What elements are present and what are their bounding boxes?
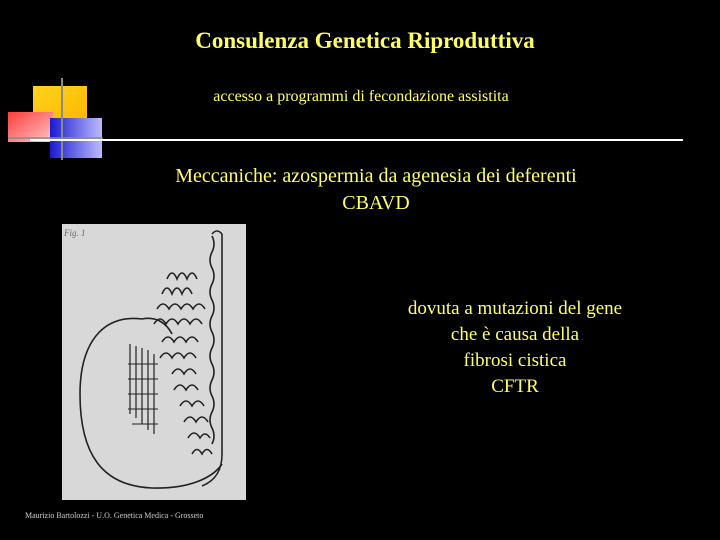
slide-heading xyxy=(0,163,720,217)
body-line: fibrosi cistica xyxy=(463,350,567,371)
body-line: dovuta a mutazioni del gene xyxy=(407,298,623,319)
heading-line: CBAVD xyxy=(342,192,410,214)
footer-credit: Maurizio Bartolozzi - U.O. Genetica Medica - Grosseto xyxy=(25,511,204,520)
body-line: che è causa della xyxy=(450,324,580,345)
divider-rule xyxy=(30,139,683,141)
testis-outline xyxy=(80,318,222,488)
vas-deferens xyxy=(210,236,214,444)
slide-subtitle: accesso a programmi di fecondazione assistita xyxy=(213,88,509,105)
body-text xyxy=(360,296,670,400)
anatomy-figure xyxy=(62,224,246,500)
testis-epididymis-illustration xyxy=(62,224,246,500)
slide-title: Consulenza Genetica Riproduttiva xyxy=(195,28,535,53)
heading-line: Meccaniche: azospermia da agenesia dei deferenti xyxy=(175,165,577,187)
figure-label: Fig. 1 xyxy=(64,228,86,238)
body-line: CFTR xyxy=(491,376,539,397)
